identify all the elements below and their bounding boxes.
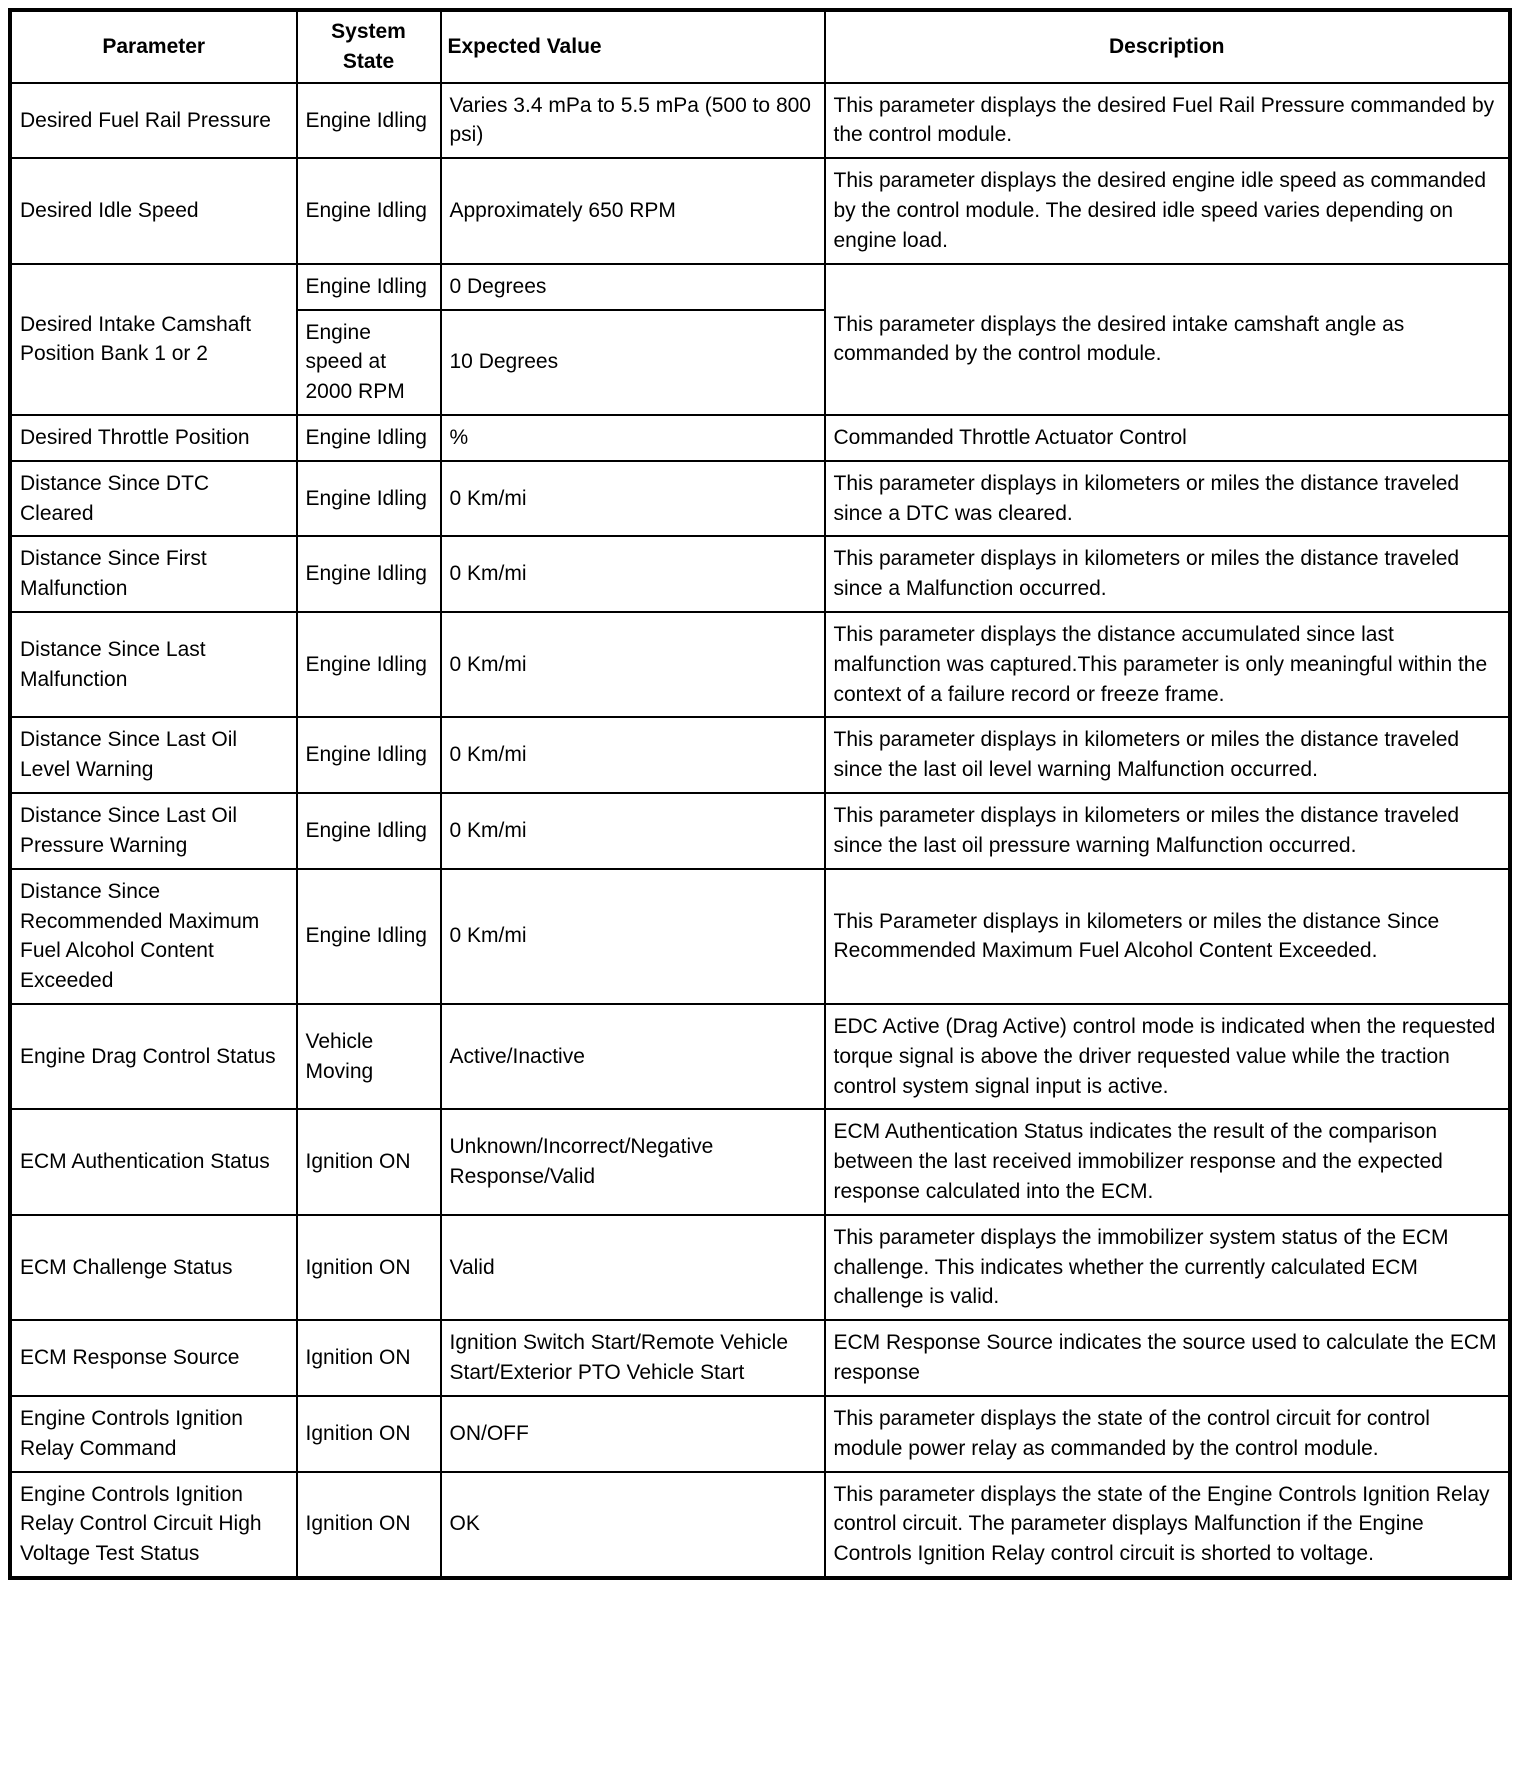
table-row xyxy=(10,1472,1510,1578)
cell-description: ECM Authentication Status indicates the result of the comparison between the last received immobilizer response and the expected response calculated into the ECM. xyxy=(825,1109,1511,1214)
cell-description: This parameter displays the desired engine idle speed as commanded by the control module. The desired idle speed varies depending on engine load. xyxy=(825,158,1511,263)
cell-description: EDC Active (Drag Active) control mode is indicated when the requested torque signal is above the driver requested value while the traction control system signal input is active. xyxy=(825,1004,1511,1109)
cell-description: This parameter displays the state of the Engine Controls Ignition Relay control circuit. The parameter displays Malfunction if the Engine Controls Ignition Relay control circuit is shorted to voltage. xyxy=(825,1472,1511,1578)
cell-expected-value: 0 Km/mi xyxy=(441,536,825,612)
table-row xyxy=(10,1004,1510,1109)
cell-parameter: Distance Since Last Malfunction xyxy=(10,612,297,717)
cell-system-state: Engine Idling xyxy=(297,158,441,263)
cell-parameter: Distance Since Last Oil Level Warning xyxy=(10,717,297,793)
table-row xyxy=(10,869,1510,1004)
cell-description: This parameter displays in kilometers or miles the distance traveled since the last oil pressure warning Malfunction occurred. xyxy=(825,793,1511,869)
table-row xyxy=(10,1109,1510,1214)
table-row xyxy=(10,536,1510,612)
cell-system-state: Ignition ON xyxy=(297,1396,441,1472)
table-row xyxy=(10,1320,1510,1396)
cell-system-state: Engine Idling xyxy=(297,536,441,612)
cell-expected-value: Valid xyxy=(441,1215,825,1320)
table-row xyxy=(10,415,1510,461)
cell-expected-value: Active/Inactive xyxy=(441,1004,825,1109)
cell-system-state: Engine Idling xyxy=(297,869,441,1004)
cell-description: Commanded Throttle Actuator Control xyxy=(825,415,1511,461)
cell-description: This parameter displays in kilometers or miles the distance traveled since a DTC was cleared. xyxy=(825,461,1511,537)
cell-parameter: Desired Fuel Rail Pressure xyxy=(10,83,297,159)
cell-system-state: Engine Idling xyxy=(297,717,441,793)
table-row xyxy=(10,264,1510,310)
cell-parameter: Desired Intake Camshaft Position Bank 1 or 2 xyxy=(10,264,297,415)
table-body xyxy=(10,83,1510,1578)
cell-system-state: Engine Idling xyxy=(297,415,441,461)
table-row xyxy=(10,612,1510,717)
cell-expected-value: 0 Km/mi xyxy=(441,612,825,717)
cell-expected-value: OK xyxy=(441,1472,825,1578)
cell-parameter: Engine Controls Ignition Relay Command xyxy=(10,1396,297,1472)
cell-system-state: Engine Idling xyxy=(297,461,441,537)
cell-parameter: Distance Since DTC Cleared xyxy=(10,461,297,537)
cell-description: ECM Response Source indicates the source used to calculate the ECM response xyxy=(825,1320,1511,1396)
table-row xyxy=(10,717,1510,793)
cell-expected-value: Varies 3.4 mPa to 5.5 mPa (500 to 800 psi) xyxy=(441,83,825,159)
parameters-table xyxy=(8,8,1512,1580)
column-header-expected-value: Expected Value xyxy=(441,10,825,83)
column-header-description: Description xyxy=(825,10,1511,83)
cell-system-state: Ignition ON xyxy=(297,1215,441,1320)
cell-expected-value: ON/OFF xyxy=(441,1396,825,1472)
cell-description: This parameter displays in kilometers or miles the distance traveled since the last oil level warning Malfunction occurred. xyxy=(825,717,1511,793)
cell-expected-value: 0 Km/mi xyxy=(441,793,825,869)
table-header xyxy=(10,10,1510,83)
table-row xyxy=(10,461,1510,537)
cell-description: This parameter displays the immobilizer system status of the ECM challenge. This indicates whether the currently calculated ECM challenge is valid. xyxy=(825,1215,1511,1320)
cell-system-state: Vehicle Moving xyxy=(297,1004,441,1109)
table-row xyxy=(10,158,1510,263)
table-row xyxy=(10,1396,1510,1472)
cell-parameter: Engine Drag Control Status xyxy=(10,1004,297,1109)
cell-parameter: Distance Since Recommended Maximum Fuel Alcohol Content Exceeded xyxy=(10,869,297,1004)
column-header-system-state: System State xyxy=(297,10,441,83)
table-row xyxy=(10,793,1510,869)
column-header-parameter: Parameter xyxy=(10,10,297,83)
cell-description: This parameter displays in kilometers or miles the distance traveled since a Malfunction occurred. xyxy=(825,536,1511,612)
cell-description: This parameter displays the desired Fuel Rail Pressure commanded by the control module. xyxy=(825,83,1511,159)
cell-parameter: Distance Since Last Oil Pressure Warning xyxy=(10,793,297,869)
cell-parameter: ECM Challenge Status xyxy=(10,1215,297,1320)
header-row xyxy=(10,10,1510,83)
cell-parameter: Distance Since First Malfunction xyxy=(10,536,297,612)
cell-expected-value: Unknown/Incorrect/Negative Response/Valid xyxy=(441,1109,825,1214)
cell-parameter: ECM Authentication Status xyxy=(10,1109,297,1214)
cell-expected-value: 10 Degrees xyxy=(441,310,825,415)
cell-parameter: ECM Response Source xyxy=(10,1320,297,1396)
cell-parameter: Desired Idle Speed xyxy=(10,158,297,263)
cell-description: This Parameter displays in kilometers or miles the distance Since Recommended Maximum Fuel Alcohol Content Exceeded. xyxy=(825,869,1511,1004)
cell-expected-value: 0 Km/mi xyxy=(441,869,825,1004)
cell-expected-value: Ignition Switch Start/Remote Vehicle Start/Exterior PTO Vehicle Start xyxy=(441,1320,825,1396)
cell-description: This parameter displays the desired intake camshaft angle as commanded by the control module. xyxy=(825,264,1511,415)
cell-system-state: Engine Idling xyxy=(297,612,441,717)
cell-expected-value: 0 Degrees xyxy=(441,264,825,310)
cell-expected-value: 0 Km/mi xyxy=(441,461,825,537)
cell-description: This parameter displays the distance accumulated since last malfunction was captured.This parameter is only meaningful within the context of a failure record or freeze frame. xyxy=(825,612,1511,717)
cell-expected-value: 0 Km/mi xyxy=(441,717,825,793)
cell-system-state: Engine speed at 2000 RPM xyxy=(297,310,441,415)
cell-parameter: Desired Throttle Position xyxy=(10,415,297,461)
cell-expected-value: % xyxy=(441,415,825,461)
table-row xyxy=(10,1215,1510,1320)
cell-system-state: Engine Idling xyxy=(297,264,441,310)
cell-expected-value: Approximately 650 RPM xyxy=(441,158,825,263)
cell-parameter: Engine Controls Ignition Relay Control Circuit High Voltage Test Status xyxy=(10,1472,297,1578)
cell-system-state: Engine Idling xyxy=(297,793,441,869)
cell-system-state: Ignition ON xyxy=(297,1320,441,1396)
cell-system-state: Ignition ON xyxy=(297,1472,441,1578)
table-row xyxy=(10,83,1510,159)
cell-system-state: Engine Idling xyxy=(297,83,441,159)
cell-description: This parameter displays the state of the control circuit for control module power relay as commanded by the control module. xyxy=(825,1396,1511,1472)
cell-system-state: Ignition ON xyxy=(297,1109,441,1214)
